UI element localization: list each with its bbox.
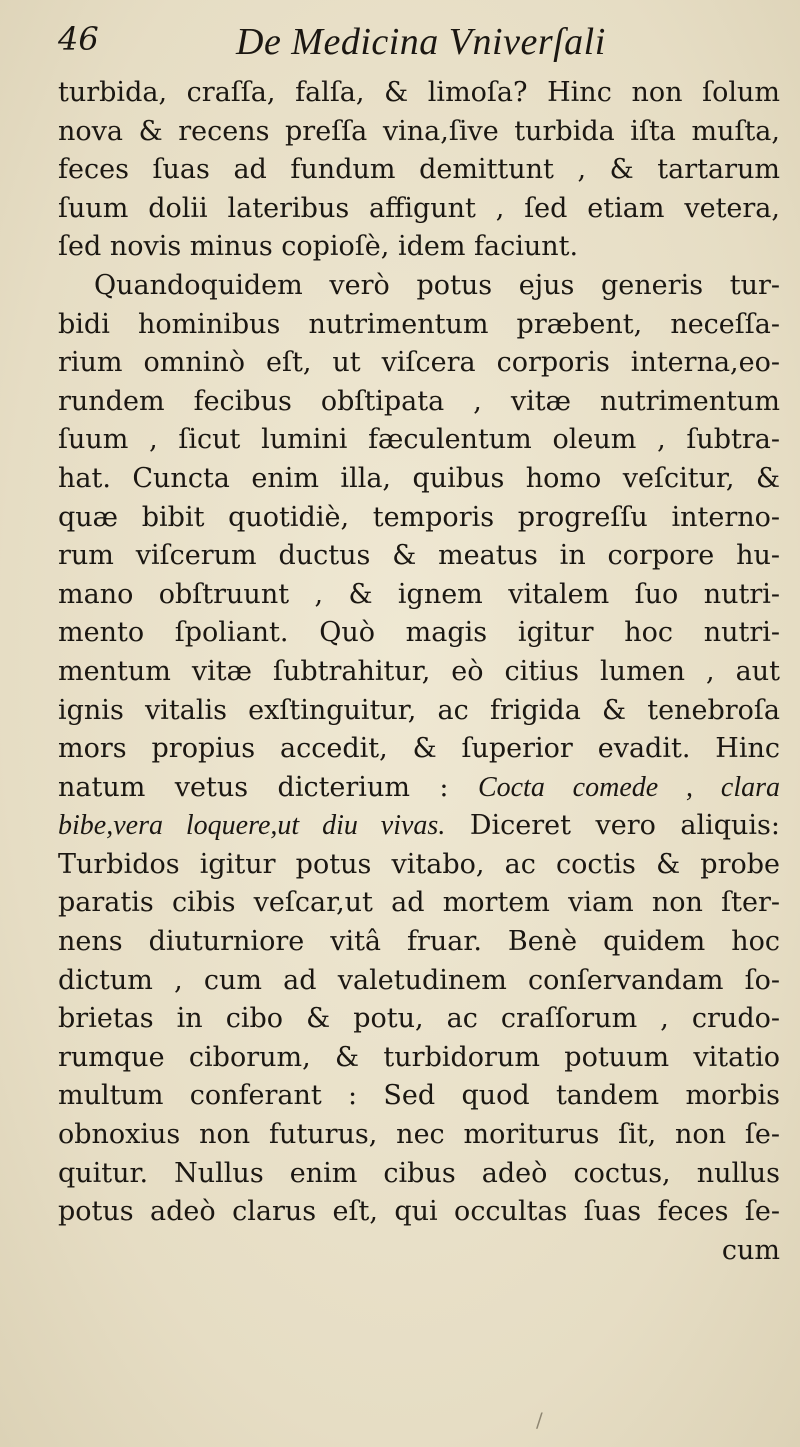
- text-line: nova & recens preſſa vina,ſive turbida iſta muſta,: [58, 115, 780, 147]
- text-line: paratis cibis veſcar,ut ad mortem viam non ſter-: [58, 887, 780, 919]
- text-line: ignis vitalis exſtinguitur, ac frigida & tenebroſa: [58, 694, 780, 726]
- text-line: rum viſcerum ductus & meatus in corpore hu-: [58, 540, 780, 572]
- text-line: potus adeò clarus eſt, qui occultas ſuas feces ſe-: [58, 1196, 780, 1228]
- text-line: ſuum , ſicut lumini fæculentum oleum , ſubtra-: [58, 424, 780, 456]
- catchword: cum: [721, 1234, 780, 1266]
- text-line: quitur. Nullus enim cibus adeò coctus, nullus: [58, 1157, 780, 1189]
- page-header: [58, 20, 758, 80]
- text-line: brietas in cibo & potu, ac craſſorum , crudo-: [58, 1003, 780, 1035]
- text-line: mors propius accedit, & ſuperior evadit. Hinc: [58, 733, 780, 765]
- text-segment: Diceret vero aliquis:: [469, 810, 780, 842]
- text-line: mano obſtruunt , & ignem vitalem ſuo nutri-: [58, 578, 780, 610]
- text-line: feces ſuas ad fundum demittunt , & tartarum: [58, 154, 780, 186]
- text-line: dictum , cum ad valetudinem conſervandam ſo-: [58, 964, 780, 996]
- text-line: ſed novis minus copioſè, idem faciunt.: [58, 231, 579, 263]
- text-line: Turbidos igitur potus vitabo, ac coctis & probe: [58, 848, 780, 880]
- text-line: multum conferant : Sed quod tandem morbis: [58, 1080, 780, 1112]
- text-line: quæ bibit quotidiè, temporis progreſſu interno-: [58, 501, 780, 533]
- text-line: nens diuturniore vitâ fruar. Benè quidem hoc: [58, 926, 780, 958]
- text-line: rium omninò eſt, ut viſcera corporis interna,eo-: [58, 347, 780, 379]
- text-line: rundem fecibus obſtipata , vitæ nutrimentum: [58, 385, 780, 417]
- body-text: [58, 74, 780, 1270]
- page-number: 46: [58, 20, 99, 58]
- proverb-italic: bibe,vera loquere,ut diu vivas.: [58, 810, 446, 842]
- text-line: mento ſpoliant. Quò magis igitur hoc nutri-: [58, 617, 780, 649]
- text-line: bidi hominibus nutrimentum præbent, neceſſa-: [58, 308, 780, 340]
- running-head: De Medicina Vniverſali: [236, 21, 606, 63]
- text-line: turbida, craſſa, falſa, & limoſa? Hinc non ſolum: [58, 77, 780, 108]
- text-line: hat. Cuncta enim illa, quibus homo veſcitur, &: [58, 462, 780, 494]
- text-line: rumque ciborum, & turbidorum potuum vitatio: [58, 1041, 780, 1073]
- text-line: mentum vitæ ſubtrahitur, eò citius lumen , aut: [58, 655, 780, 687]
- text-line: obnoxius non futurus, nec moriturus ſit, non ſe-: [58, 1119, 780, 1151]
- ink-mark: /: [536, 1408, 543, 1432]
- text-line-with-quote: [58, 807, 780, 846]
- text-line: ſuum dolii lateribus affigunt , ſed etiam vetera,: [58, 192, 780, 224]
- text-segment: natum vetus dicterium :: [58, 771, 449, 803]
- proverb-italic: Cocta comede , clara: [477, 771, 780, 803]
- paragraph-start-line: Quandoquidem verò potus ejus generis tur-: [94, 269, 780, 301]
- text-line-with-quote: [58, 769, 780, 808]
